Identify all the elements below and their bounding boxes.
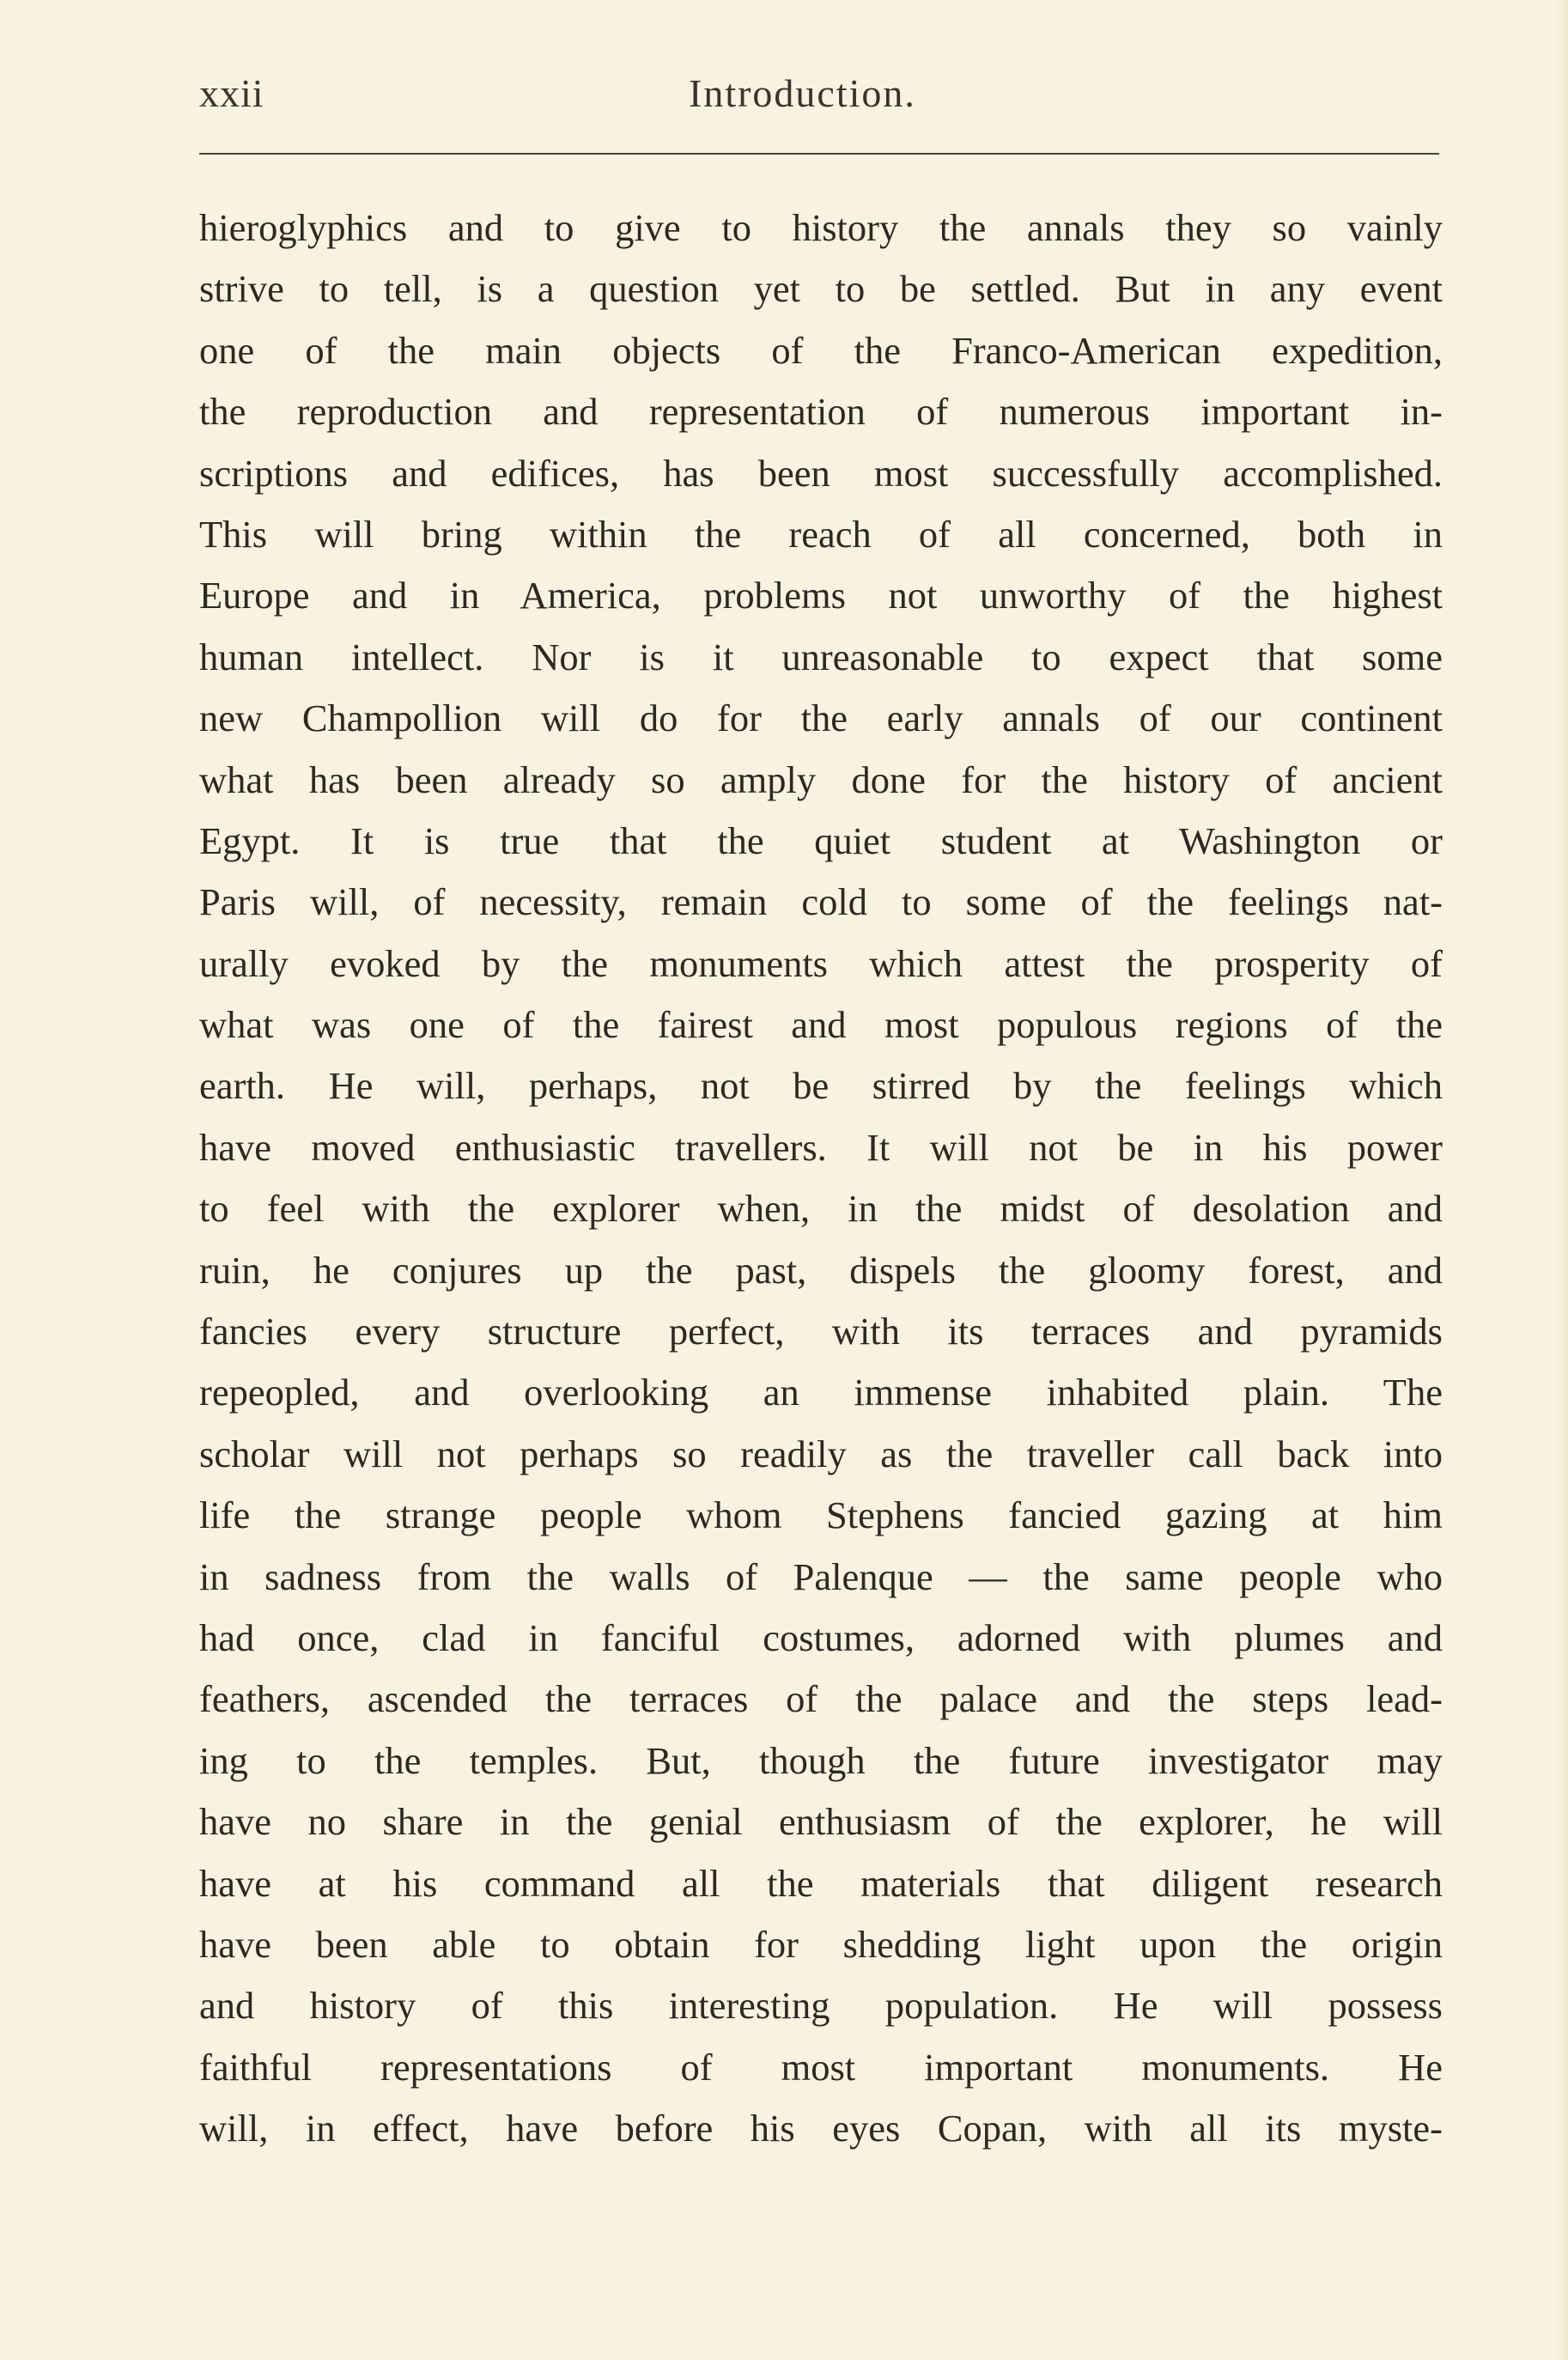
text-line: ing to the temples. But, though the future investigator may xyxy=(199,1738,1443,1782)
text-line: Europe and in America, problems not unworthy of the highest xyxy=(199,574,1443,617)
text-line: what was one of the fairest and most populous regions of the xyxy=(199,1003,1443,1047)
text-line: life the strange people whom Stephens fancied gazing at him xyxy=(199,1493,1443,1537)
text-line: fancies every structure perfect, with its terraces and pyramids xyxy=(199,1310,1443,1353)
text-line: one of the main objects of the Franco-American expedition, xyxy=(199,328,1443,372)
text-line: and history of this interesting population. He will possess xyxy=(199,1984,1443,2028)
paper-edge xyxy=(1556,0,1568,2360)
running-head: Introduction. xyxy=(689,71,916,115)
text-line: This will bring within the reach of all concerned, both in xyxy=(199,512,1443,556)
text-line: scholar will not perhaps so readily as the traveller call back into xyxy=(199,1432,1443,1475)
page-header xyxy=(199,70,1436,131)
text-line: in sadness from the walls of Palenque — the same people who xyxy=(199,1554,1443,1598)
text-line: Egypt. It is true that the quiet student at Washington or xyxy=(199,818,1443,862)
text-line: the reproduction and representation of numerous important in- xyxy=(199,390,1443,434)
text-line: have moved enthusiastic travellers. It will not be in his power xyxy=(199,1125,1443,1169)
text-line: what has been already so amply done for the history of ancient xyxy=(199,757,1443,801)
text-line: had once, clad in fanciful costumes, adorned with plumes and xyxy=(199,1615,1443,1659)
text-line: faithful representations of most important monuments. He xyxy=(199,2045,1443,2089)
text-line: new Champollion will do for the early annals of our continent xyxy=(199,696,1443,740)
text-line: to feel with the explorer when, in the midst of desolation and xyxy=(199,1187,1443,1231)
page-number: xxii xyxy=(199,71,264,115)
text-line: feathers, ascended the terraces of the palace and the steps lead- xyxy=(199,1677,1443,1721)
text-line: strive to tell, is a question yet to be settled. But in any event xyxy=(199,267,1443,311)
body-text xyxy=(199,198,1443,2160)
header-rule xyxy=(199,153,1439,155)
text-line: urally evoked by the monuments which attest the prosperity of xyxy=(199,941,1443,985)
text-line: repeopled, and overlooking an immense inhabited plain. The xyxy=(199,1371,1443,1414)
text-line: have at his command all the materials that diligent research xyxy=(199,1861,1443,1905)
text-line: have been able to obtain for shedding light upon the origin xyxy=(199,1922,1443,1966)
text-line: hieroglyphics and to give to history the annals they so vainly xyxy=(199,206,1443,249)
text-line: will, in effect, have before his eyes Copan, with all its myste- xyxy=(199,2107,1443,2150)
text-line: Paris will, of necessity, remain cold to some of the feelings nat- xyxy=(199,880,1443,924)
text-line: human intellect. Nor is it unreasonable to expect that some xyxy=(199,635,1443,678)
text-line: ruin, he conjures up the past, dispels the gloomy forest, and xyxy=(199,1248,1443,1292)
text-line: have no share in the genial enthusiasm of the explorer, he will xyxy=(199,1800,1443,1844)
text-line: scriptions and edifices, has been most successfully accomplished. xyxy=(199,451,1443,495)
text-line: earth. He will, perhaps, not be stirred by the feelings which xyxy=(199,1064,1443,1108)
